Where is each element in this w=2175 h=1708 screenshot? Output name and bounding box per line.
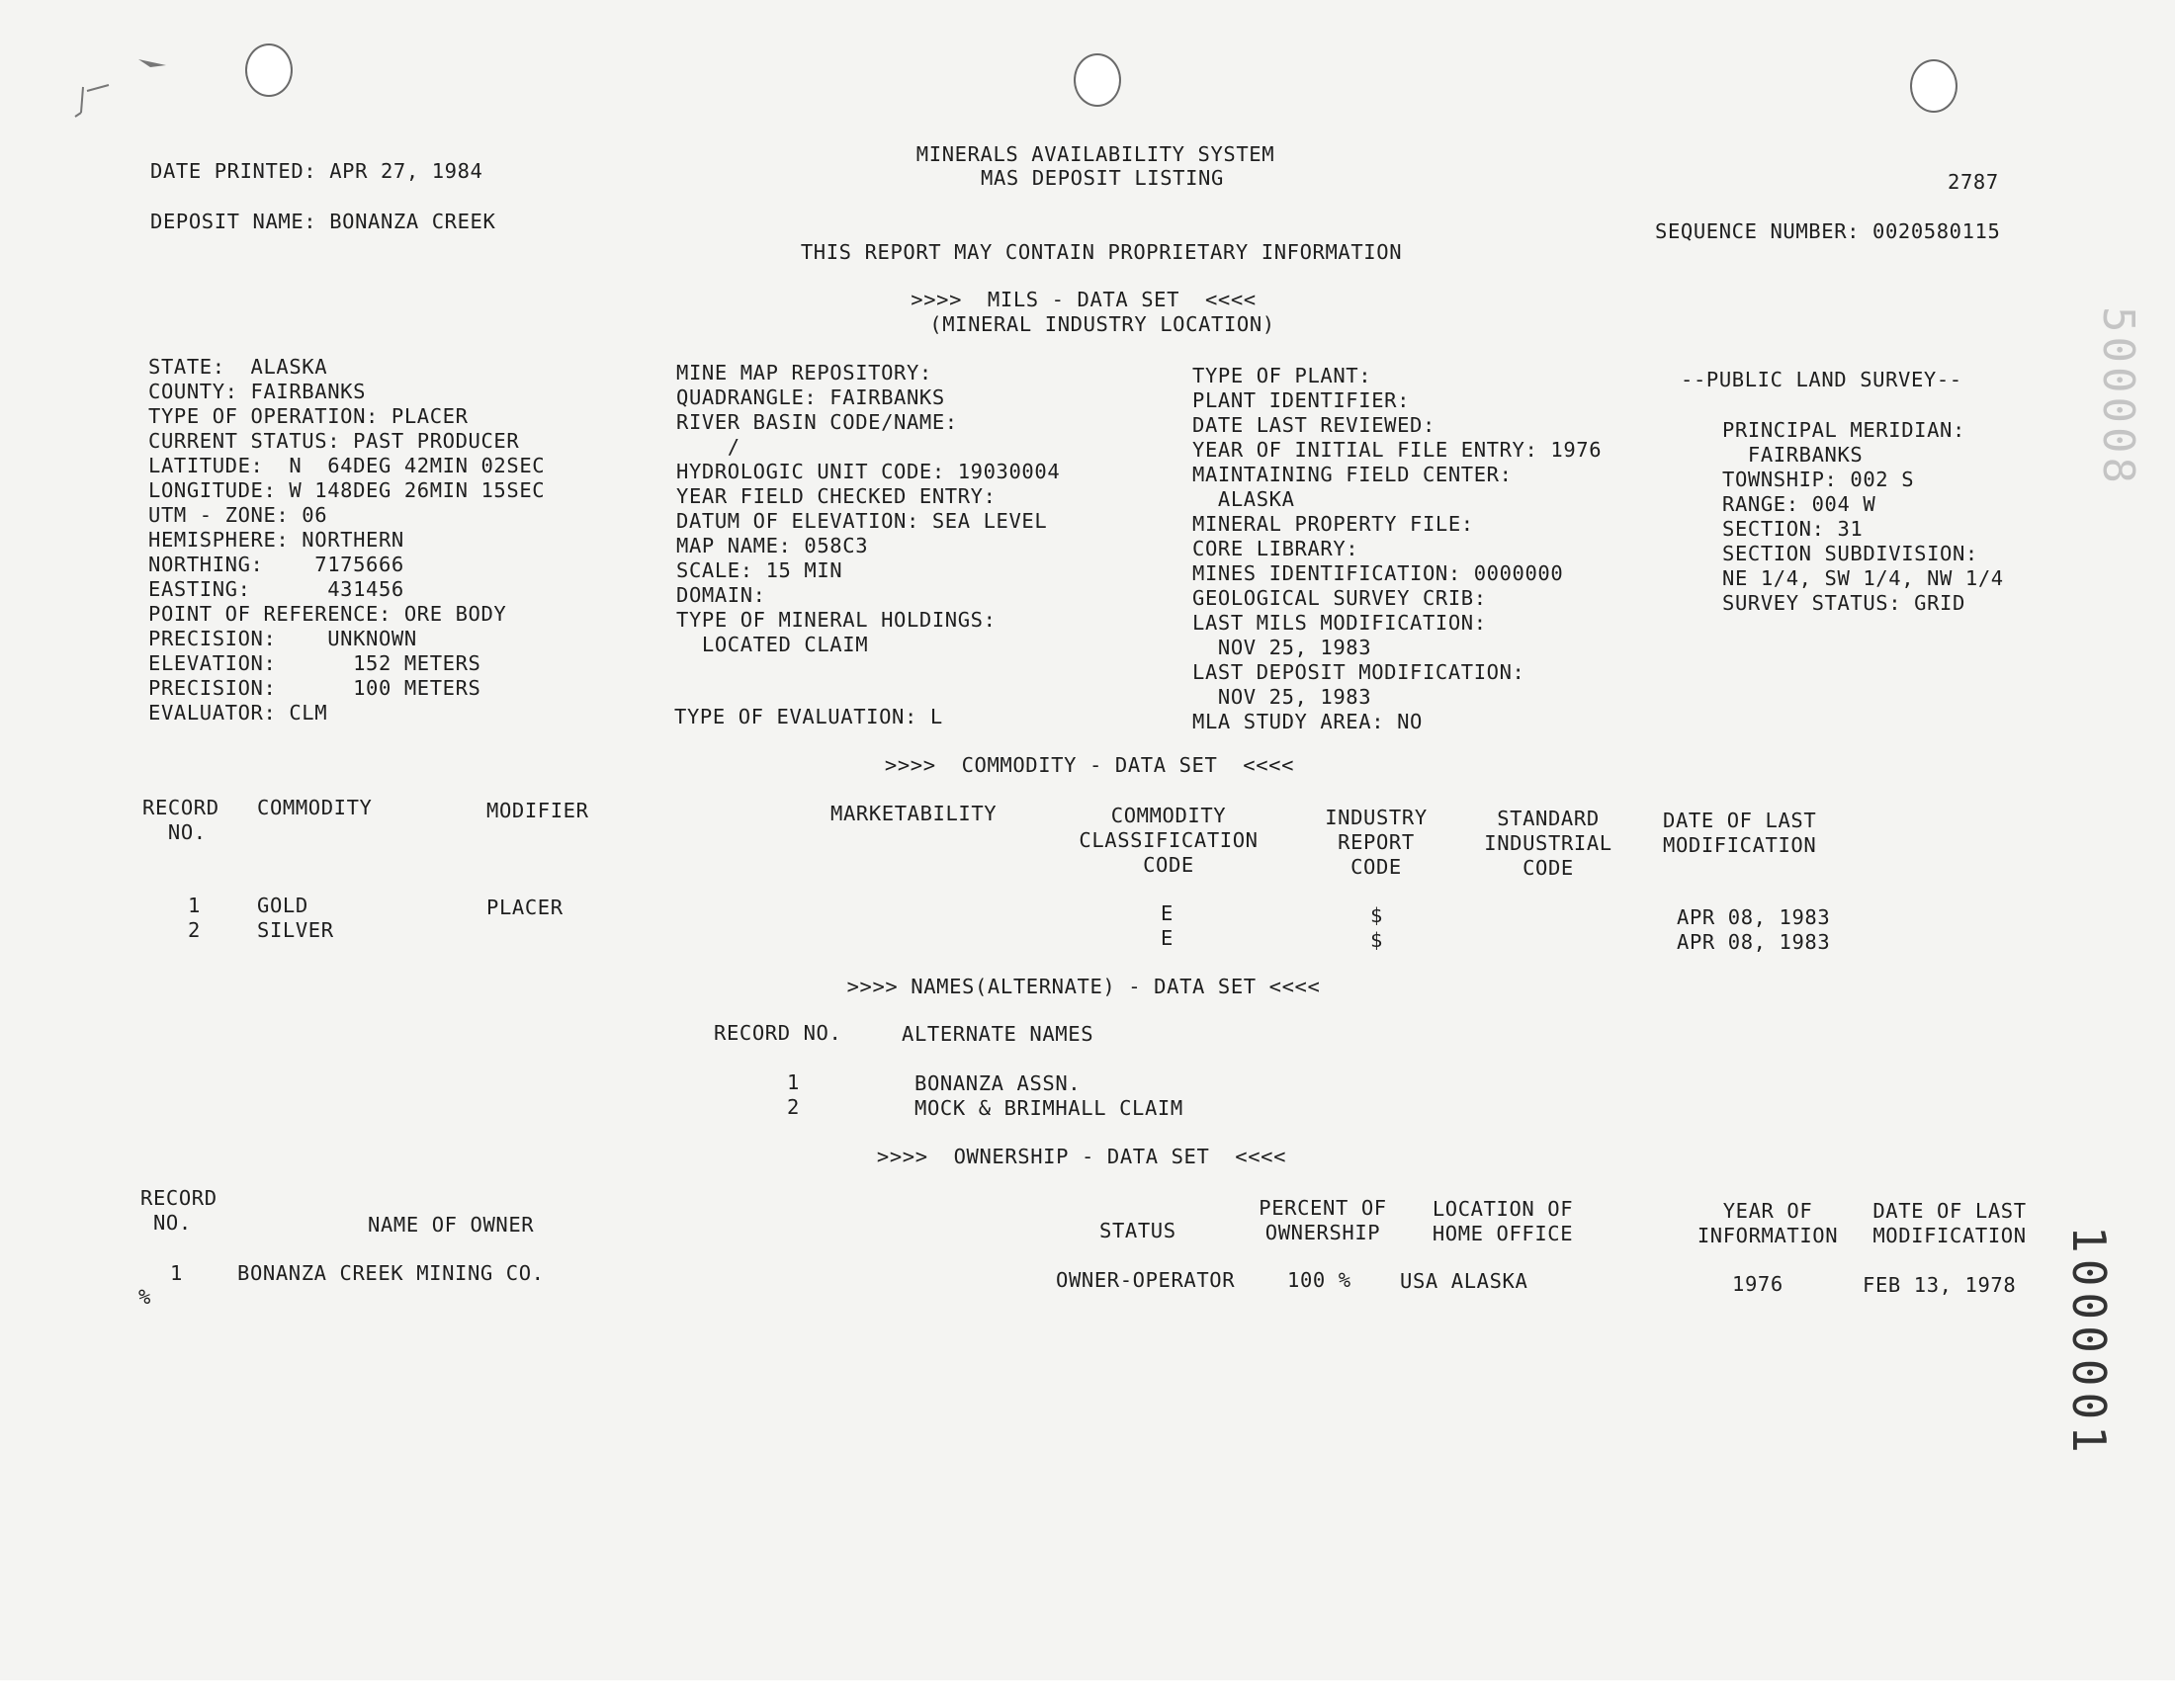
mils-field: MLA STUDY AREA: NO — [1192, 710, 1423, 733]
survey-field: TOWNSHIP: 002 S — [1722, 468, 1915, 491]
alternate-name-no: 2 — [787, 1095, 800, 1119]
commodity-industry-code: $ — [1370, 903, 1383, 927]
commodity-header-marketability: MARKETABILITY — [830, 802, 998, 825]
commodity-name: SILVER — [257, 918, 334, 942]
mils-field: NORTHING: 7175666 — [148, 553, 404, 576]
mils-field: NOV 25, 1983 — [1192, 636, 1372, 659]
survey-field: SECTION SUBDIVISION: — [1722, 542, 1978, 565]
names-section-title: >>>> NAMES(ALTERNATE) - DATA SET <<<< — [846, 975, 1321, 998]
mils-field: EVALUATOR: CLM — [148, 701, 328, 725]
commodity-header-date: DATE OF LAST MODIFICATION — [1663, 809, 1817, 857]
ownership-header-owner: NAME OF OWNER — [368, 1213, 535, 1237]
mils-section-title: >>>> MILS - DATA SET <<<< — [911, 288, 1257, 311]
mils-field: HEMISPHERE: NORTHERN — [148, 528, 404, 552]
mils-field: DOMAIN: — [676, 583, 766, 607]
names-header-names: ALTERNATE NAMES — [902, 1022, 1094, 1046]
owner-date: FEB 13, 1978 — [1863, 1273, 2017, 1297]
mils-field: LAST MILS MODIFICATION: — [1192, 611, 1487, 635]
mils-field: MINES IDENTIFICATION: 0000000 — [1192, 561, 1564, 585]
mils-field: CORE LIBRARY: — [1192, 537, 1359, 560]
alternate-name: MOCK & BRIMHALL CLAIM — [914, 1096, 1183, 1120]
mils-field: PRECISION: UNKNOWN — [148, 627, 417, 650]
pencil-scribble — [40, 47, 178, 127]
ownership-header-date: DATE OF LAST MODIFICATION — [1872, 1199, 2027, 1247]
mils-field: TYPE OF OPERATION: PLACER — [148, 404, 469, 428]
commodity-class-code: E — [1161, 926, 1174, 950]
mils-field: / — [676, 435, 740, 459]
commodity-header-record: RECORD NO. — [142, 796, 219, 844]
survey-field: NE 1/4, SW 1/4, NW 1/4 — [1722, 566, 2004, 590]
mils-field: MAINTAINING FIELD CENTER: — [1192, 463, 1513, 486]
mils-field: GEOLOGICAL SURVEY CRIB: — [1192, 586, 1487, 610]
mils-field: COUNTY: FAIRBANKS — [148, 380, 367, 403]
commodity-header-classification: COMMODITY CLASSIFICATION CODE — [1079, 804, 1259, 877]
mils-field: LONGITUDE: W 148DEG 26MIN 15SEC — [148, 478, 546, 502]
mils-field: LOCATED CLAIM — [676, 633, 869, 656]
commodity-industry-code: $ — [1370, 928, 1383, 952]
ownership-section-title: >>>> OWNERSHIP - DATA SET <<<< — [876, 1145, 1287, 1168]
sequence-number: SEQUENCE NUMBER: 0020580115 — [1655, 219, 2001, 243]
commodity-date: APR 08, 1983 — [1677, 930, 1831, 954]
mils-field: YEAR OF INITIAL FILE ENTRY: 1976 — [1192, 438, 1603, 462]
type-of-evaluation: TYPE OF EVALUATION: L — [674, 705, 943, 728]
mils-field: ALASKA — [1192, 487, 1295, 511]
mils-field: MINE MAP REPOSITORY: — [676, 361, 932, 384]
owner-name: BONANZA CREEK MINING CO. — [237, 1261, 545, 1285]
punch-hole-center — [1074, 53, 1121, 107]
owner-percent: 100 % — [1287, 1268, 1351, 1292]
commodity-name: GOLD — [257, 894, 308, 917]
survey-field: SECTION: 31 — [1722, 517, 1864, 541]
ownership-header-record: RECORD NO. — [140, 1186, 218, 1235]
margin-stamp-lower: 1000001 — [2062, 1226, 2116, 1459]
survey-field: RANGE: 004 W — [1722, 492, 1876, 516]
mils-field: UTM - ZONE: 06 — [148, 503, 328, 527]
mils-field: TYPE OF MINERAL HOLDINGS: — [676, 608, 997, 632]
commodity-section-title: >>>> COMMODITY - DATA SET <<<< — [884, 753, 1295, 777]
mils-field: LATITUDE: N 64DEG 42MIN 02SEC — [148, 454, 546, 477]
proprietary-notice: THIS REPORT MAY CONTAIN PROPRIETARY INFORMATION — [800, 240, 1403, 264]
page-bottom-margin — [0, 1680, 2175, 1708]
commodity-record-no: 2 — [188, 918, 201, 942]
owner-record-no: 1 — [170, 1261, 183, 1285]
punch-hole-left — [245, 43, 293, 97]
mils-field: DATE LAST REVIEWED: — [1192, 413, 1436, 437]
punch-hole-right — [1910, 59, 1958, 113]
mils-field: TYPE OF PLANT: — [1192, 364, 1372, 387]
survey-field: FAIRBANKS — [1722, 443, 1864, 467]
mils-field: DATUM OF ELEVATION: SEA LEVEL — [676, 509, 1048, 533]
mils-field: CURRENT STATUS: PAST PRODUCER — [148, 429, 520, 453]
survey-field: PRINCIPAL MERIDIAN: — [1722, 418, 1965, 442]
mils-field: RIVER BASIN CODE/NAME: — [676, 410, 958, 434]
deposit-name: DEPOSIT NAME: BONANZA CREEK — [150, 210, 496, 233]
mils-field: YEAR FIELD CHECKED ENTRY: — [676, 484, 997, 508]
ownership-header-location: LOCATION OF HOME OFFICE — [1432, 1197, 1574, 1245]
owner-year: 1976 — [1732, 1272, 1784, 1296]
margin-stamp-upper: 500008 — [2093, 306, 2143, 487]
commodity-modifier: PLACER — [486, 896, 564, 919]
mils-section-subtitle: (MINERAL INDUSTRY LOCATION) — [929, 312, 1275, 336]
commodity-header-commodity: COMMODITY — [257, 796, 373, 819]
commodity-header-industry: INDUSTRY REPORT CODE — [1325, 806, 1428, 879]
mils-field: NOV 25, 1983 — [1192, 685, 1372, 709]
survey-field: SURVEY STATUS: GRID — [1722, 591, 1965, 615]
mils-field: ELEVATION: 152 METERS — [148, 651, 481, 675]
system-title: MINERALS AVAILABILITY SYSTEM — [915, 142, 1275, 166]
mils-field: QUADRANGLE: FAIRBANKS — [676, 385, 945, 409]
owner-status: OWNER-OPERATOR — [1056, 1268, 1236, 1292]
ownership-header-status: STATUS — [1099, 1219, 1176, 1242]
commodity-record-no: 1 — [188, 894, 201, 917]
commodity-header-modifier: MODIFIER — [486, 799, 589, 822]
stray-percent-mark: % — [138, 1285, 151, 1309]
mils-field: POINT OF REFERENCE: ORE BODY — [148, 602, 507, 626]
commodity-date: APR 08, 1983 — [1677, 905, 1831, 929]
names-header-record: RECORD NO. — [714, 1021, 842, 1045]
mils-field: MINERAL PROPERTY FILE: — [1192, 512, 1474, 536]
mils-field: STATE: ALASKA — [148, 355, 328, 379]
ownership-header-year: YEAR OF INFORMATION — [1696, 1199, 1839, 1247]
mils-field: PRECISION: 100 METERS — [148, 676, 481, 700]
commodity-header-sic: STANDARD INDUSTRIAL CODE — [1484, 807, 1612, 880]
mils-field: SCALE: 15 MIN — [676, 558, 843, 582]
mils-field: MAP NAME: 058C3 — [676, 534, 869, 557]
mils-field: HYDROLOGIC UNIT CODE: 19030004 — [676, 460, 1061, 483]
page-number: 2787 — [1948, 170, 1999, 194]
mils-field: LAST DEPOSIT MODIFICATION: — [1192, 660, 1525, 684]
public-land-survey-title: --PUBLIC LAND SURVEY-- — [1681, 368, 1962, 391]
mils-field: EASTING: 431456 — [148, 577, 404, 601]
commodity-class-code: E — [1161, 901, 1174, 925]
ownership-header-percent: PERCENT OF OWNERSHIP — [1259, 1196, 1387, 1244]
owner-location: USA ALASKA — [1400, 1269, 1528, 1293]
date-printed: DATE PRINTED: APR 27, 1984 — [150, 159, 483, 183]
alternate-name-no: 1 — [787, 1070, 800, 1094]
mils-field: PLANT IDENTIFIER: — [1192, 388, 1411, 412]
alternate-name: BONANZA ASSN. — [914, 1071, 1082, 1095]
listing-title: MAS DEPOSIT LISTING — [981, 166, 1224, 190]
